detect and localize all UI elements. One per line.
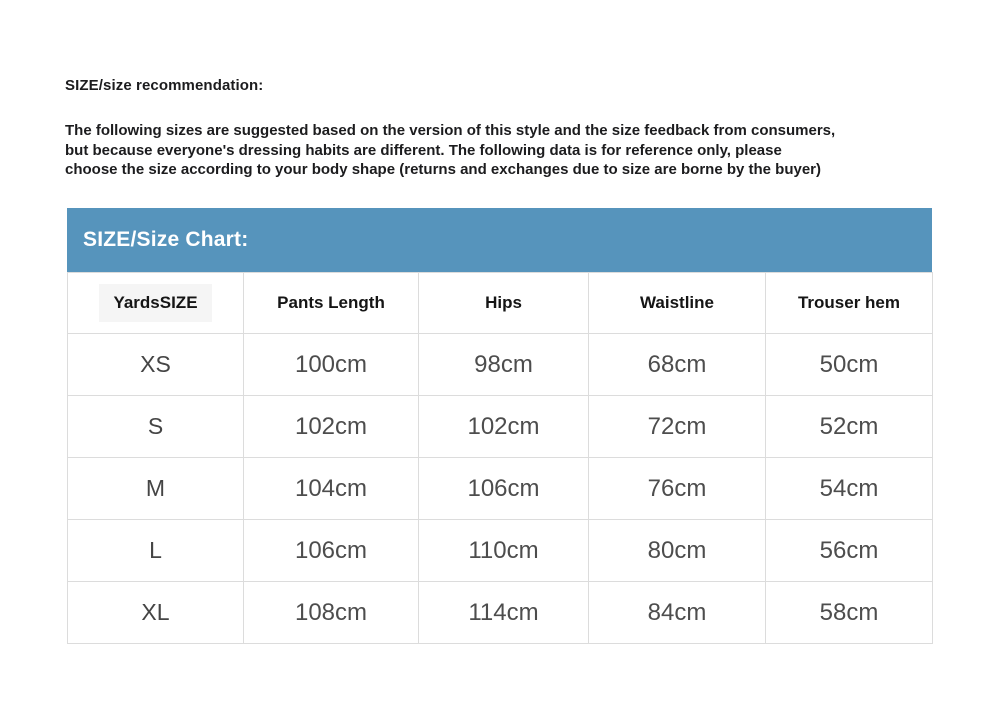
waistline-value: 72cm: [589, 396, 766, 458]
trouser-hem-value: 54cm: [766, 458, 933, 520]
pants-length-value: 104cm: [244, 458, 419, 520]
waistline-value: 80cm: [589, 520, 766, 582]
column-header-hips: Hips: [419, 273, 589, 334]
size-label: S: [68, 396, 244, 458]
table-row-xl: [68, 582, 933, 644]
table-row-s: [68, 396, 933, 458]
column-header-trouser-hem: Trouser hem: [766, 273, 933, 334]
hips-value: 114cm: [419, 582, 589, 644]
size-recommendation-paragraph: [65, 121, 965, 180]
table-row-m: [68, 458, 933, 520]
hips-value: 110cm: [419, 520, 589, 582]
column-header-yards-size: [68, 273, 244, 334]
pants-length-value: 108cm: [244, 582, 419, 644]
pants-length-value: 100cm: [244, 334, 419, 396]
yards-size-highlight: YardsSIZE: [99, 284, 211, 322]
hips-value: 106cm: [419, 458, 589, 520]
trouser-hem-value: 56cm: [766, 520, 933, 582]
waistline-value: 76cm: [589, 458, 766, 520]
hips-value: 98cm: [419, 334, 589, 396]
size-label: XS: [68, 334, 244, 396]
size-recommendation-heading: SIZE/size recommendation:: [65, 77, 264, 94]
paragraph-line-2: but because everyone's dressing habits are different. The following data is for reference only, please: [65, 141, 782, 159]
size-chart-table: [67, 272, 933, 644]
waistline-value: 68cm: [589, 334, 766, 396]
pants-length-value: 106cm: [244, 520, 419, 582]
paragraph-line-1: The following sizes are suggested based on the version of this style and the size feedback from consumers,: [65, 122, 836, 139]
trouser-hem-value: 52cm: [766, 396, 933, 458]
paragraph-line-3: choose the size according to your body shape (returns and exchanges due to size are borne by the buyer): [65, 161, 822, 178]
table-row-l: [68, 520, 933, 582]
table-header-row: [68, 273, 933, 334]
size-chart-section: [67, 208, 932, 644]
hips-value: 102cm: [419, 396, 589, 458]
trouser-hem-value: 50cm: [766, 334, 933, 396]
column-header-pants-length: Pants Length: [244, 273, 419, 334]
column-header-waistline: Waistline: [589, 273, 766, 334]
size-chart-title-bar: [67, 208, 932, 272]
size-chart-title: SIZE/Size Chart:: [83, 228, 249, 251]
waistline-value: 84cm: [589, 582, 766, 644]
size-label: L: [68, 520, 244, 582]
table-row-xs: [68, 334, 933, 396]
pants-length-value: 102cm: [244, 396, 419, 458]
size-label: XL: [68, 582, 244, 644]
size-label: M: [68, 458, 244, 520]
trouser-hem-value: 58cm: [766, 582, 933, 644]
